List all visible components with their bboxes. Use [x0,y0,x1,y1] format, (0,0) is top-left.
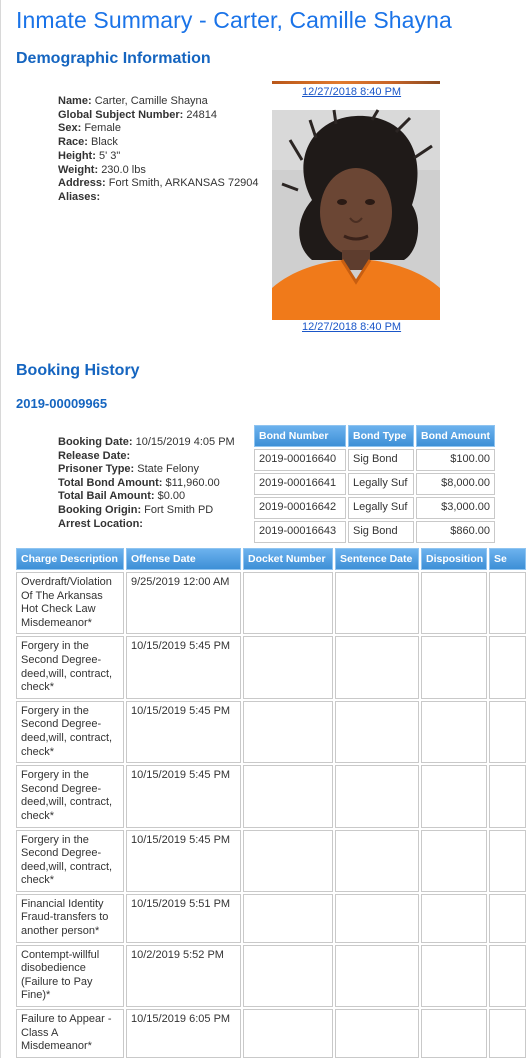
charge-extra [489,765,526,827]
charge-offense-date: 10/2/2019 5:52 PM [126,945,241,1007]
charge-offense-date: 10/15/2019 5:45 PM [126,636,241,698]
booking-field-total-bond-amount: Total Bond Amount: $11,960.00 [58,476,220,489]
charge-sentence-date [335,1009,419,1058]
bond-type: Legally Suf [348,497,414,519]
charge-row [16,1009,526,1058]
charge-row [16,894,526,943]
charge-offense-date: 10/15/2019 5:45 PM [126,701,241,763]
bond-type: Sig Bond [348,521,414,543]
demo-field-global-subject-number: Global Subject Number: 24814 [58,108,217,121]
bond-header-amount: Bond Amount [416,425,495,447]
charge-row [16,572,526,634]
previous-photo-edge[interactable] [272,81,440,84]
bond-amount: $3,000.00 [416,497,495,519]
charge-sentence-date [335,894,419,943]
bond-row [254,449,495,471]
charge-header-description: Charge Description [16,548,124,570]
charge-disposition [421,572,487,634]
charge-disposition [421,765,487,827]
charges-table-header [16,548,526,570]
charge-disposition [421,636,487,698]
charge-row [16,830,526,892]
charge-offense-date: 9/25/2019 12:00 AM [126,572,241,634]
bond-table [252,423,497,545]
booking-history-heading: Booking History [16,362,140,379]
charge-offense-date: 10/15/2019 5:45 PM [126,830,241,892]
charge-disposition [421,894,487,943]
charge-sentence-date [335,636,419,698]
charge-extra [489,701,526,763]
bond-number: 2019-00016641 [254,473,346,495]
page-left-border [0,0,1,1058]
booking-info [58,436,235,531]
charge-extra [489,636,526,698]
charge-description: Forgery in the Second Degree-deed,will, contract, check* [16,765,124,827]
bond-table-header [254,425,495,447]
charge-header-docket-number: Docket Number [243,548,333,570]
booking-number: 2019-00009965 [16,396,108,411]
charge-description: Forgery in the Second Degree-deed,will, contract, check* [16,636,124,698]
page-title: Inmate Summary - Carter, Camille Shayna [16,7,452,33]
charge-extra [489,572,526,634]
charge-row [16,765,526,827]
charge-description: Financial Identity Fraud-transfers to another person* [16,894,124,943]
bond-row [254,497,495,519]
charge-extra [489,1009,526,1058]
demo-field-race: Race: Black [58,136,118,149]
bond-amount: $8,000.00 [416,473,495,495]
charge-disposition [421,1009,487,1058]
charge-docket-number [243,894,333,943]
demographic-info [58,95,259,205]
bond-number: 2019-00016642 [254,497,346,519]
charge-sentence-date [335,572,419,634]
bond-type: Legally Suf [348,473,414,495]
demo-field-address: Address: Fort Smith, ARKANSAS 72904 [58,177,259,190]
charge-sentence-date [335,830,419,892]
charge-description: Contempt-willful disobedience (Failure to Pay Fine)* [16,945,124,1007]
bond-number: 2019-00016643 [254,521,346,543]
charge-sentence-date [335,765,419,827]
photo-date-link-1[interactable]: 12/27/2018 8:40 PM [302,86,402,98]
bond-number: 2019-00016640 [254,449,346,471]
charge-sentence-date [335,701,419,763]
charge-disposition [421,701,487,763]
charge-description: Failure to Appear - Class A Misdemeanor* [16,1009,124,1058]
booking-field-booking-origin: Booking Origin: Fort Smith PD [58,503,214,516]
booking-field-release-date: Release Date: [58,449,131,462]
charge-offense-date: 10/15/2019 5:51 PM [126,894,241,943]
booking-photo[interactable] [272,110,440,320]
charge-docket-number [243,945,333,1007]
bond-row [254,473,495,495]
charge-header-disposition: Disposition [421,548,487,570]
charge-sentence-date [335,945,419,1007]
charge-description: Overdraft/Violation Of The Arkansas Hot Check Law Misdemeanor* [16,572,124,634]
photo-date-link-2[interactable]: 12/27/2018 8:40 PM [302,321,402,333]
charge-docket-number [243,572,333,634]
booking-field-prisoner-type: Prisoner Type: State Felony [58,463,200,476]
charge-disposition [421,830,487,892]
charge-header-truncated: Se [489,548,526,570]
charge-docket-number [243,636,333,698]
charge-disposition [421,945,487,1007]
mugshot-image [272,110,440,320]
charge-extra [489,830,526,892]
demographic-heading: Demographic Information [16,50,211,67]
charge-extra [489,945,526,1007]
bond-header-type: Bond Type [348,425,414,447]
charge-extra [489,894,526,943]
charge-offense-date: 10/15/2019 6:05 PM [126,1009,241,1058]
booking-field-booking-date: Booking Date: 10/15/2019 4:05 PM [58,436,235,448]
charge-offense-date: 10/15/2019 5:45 PM [126,765,241,827]
booking-field-total-bail-amount: Total Bail Amount: $0.00 [58,490,186,503]
demo-field-name: Name: Carter, Camille Shayna [58,95,208,107]
demo-field-sex: Sex: Female [58,122,121,135]
bond-type: Sig Bond [348,449,414,471]
bond-row [254,521,495,543]
charge-docket-number [243,765,333,827]
bond-header-number: Bond Number [254,425,346,447]
charge-row [16,636,526,698]
charge-docket-number [243,701,333,763]
charge-header-offense-date: Offense Date [126,548,241,570]
booking-field-arrest-location: Arrest Location: [58,517,143,530]
charge-description: Forgery in the Second Degree-deed,will, contract, check* [16,830,124,892]
charge-description: Forgery in the Second Degree-deed,will, contract, check* [16,701,124,763]
charge-docket-number [243,1009,333,1058]
charge-row [16,701,526,763]
demo-field-height: Height: 5' 3" [58,149,121,162]
charge-docket-number [243,830,333,892]
charge-row [16,945,526,1007]
demo-field-aliases: Aliases: [58,190,101,203]
bond-amount: $100.00 [416,449,495,471]
demo-field-weight: Weight: 230.0 lbs [58,163,146,176]
bond-amount: $860.00 [416,521,495,543]
charge-header-sentence-date: Sentence Date [335,548,419,570]
charges-table [14,546,528,1060]
